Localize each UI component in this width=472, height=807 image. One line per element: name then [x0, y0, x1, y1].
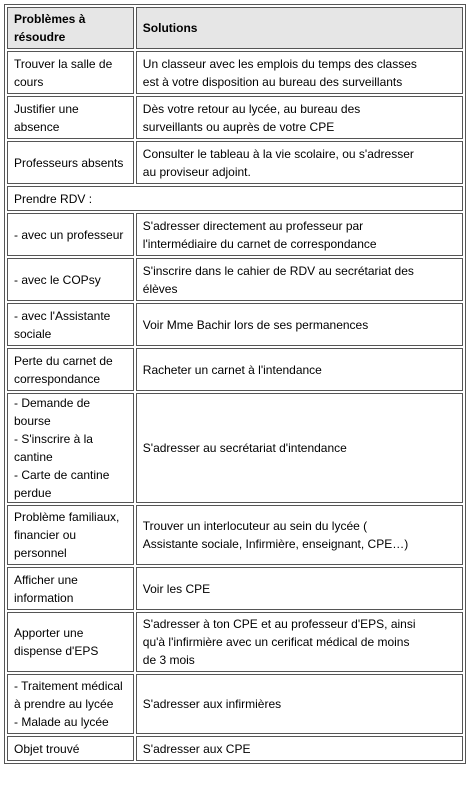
solution-cell: S'adresser aux CPE [136, 736, 463, 761]
document-page [4, 4, 466, 764]
solution-cell: S'adresser aux infirmières [136, 674, 463, 734]
table-row [7, 303, 463, 346]
table-row [7, 96, 463, 139]
table-row [7, 348, 463, 391]
table-row [7, 393, 463, 503]
header-solutions: Solutions [136, 7, 463, 49]
solution-cell: S'adresser au secrétariat d'intendance [136, 393, 463, 503]
table-row [7, 213, 463, 256]
solution-cell: S'adresser à ton CPE et au professeur d'EPS, ainsi qu'à l'infirmière avec un cerificat médical de moins de 3 mois [136, 612, 463, 672]
solution-cell: S'inscrire dans le cahier de RDV au secrétariat des élèves [136, 258, 463, 301]
solution-cell: Consulter le tableau à la vie scolaire, ou s'adresser au proviseur adjoint. [136, 141, 463, 184]
problem-cell: - Traitement médical à prendre au lycée - Malade au lycée [7, 674, 134, 734]
solution-cell: Dès votre retour au lycée, au bureau des surveillants ou auprès de votre CPE [136, 96, 463, 139]
problem-cell: Perte du carnet de correspondance [7, 348, 134, 391]
problem-cell: Professeurs absents [7, 141, 134, 184]
table-row [7, 567, 463, 610]
table-row [7, 51, 463, 94]
problem-cell: Apporter une dispense d'EPS [7, 612, 134, 672]
problem-cell: - avec le COPsy [7, 258, 134, 301]
solution-cell: Un classeur avec les emplois du temps des classes est à votre disposition au bureau des surveillants [136, 51, 463, 94]
problem-cell: Objet trouvé [7, 736, 134, 761]
problem-cell: - Demande de bourse - S'inscrire à la cantine - Carte de cantine perdue [7, 393, 134, 503]
problem-cell: - avec un professeur [7, 213, 134, 256]
solution-cell: S'adresser directement au professeur par l'intermédiaire du carnet de correspondance [136, 213, 463, 256]
solution-cell: Voir Mme Bachir lors de ses permanences [136, 303, 463, 346]
table-row [7, 186, 463, 211]
solution-cell: Trouver un interlocuteur au sein du lycée ( Assistante sociale, Infirmière, enseignant, CPE…) [136, 505, 463, 565]
solution-cell: Racheter un carnet à l'intendance [136, 348, 463, 391]
table-row [7, 612, 463, 672]
table-row [7, 505, 463, 565]
section-heading-cell: Prendre RDV : [7, 186, 463, 211]
problem-cell: Justifier une absence [7, 96, 134, 139]
problems-solutions-table [4, 4, 466, 764]
problem-cell: Afficher une information [7, 567, 134, 610]
table-header-row [7, 7, 463, 49]
problem-cell: Trouver la salle de cours [7, 51, 134, 94]
solution-cell: Voir les CPE [136, 567, 463, 610]
problem-cell: - avec l'Assistante sociale [7, 303, 134, 346]
problem-cell: Problème familiaux, financier ou personnel [7, 505, 134, 565]
table-row [7, 674, 463, 734]
table-row [7, 141, 463, 184]
header-problems: Problèmes à résoudre [7, 7, 134, 49]
table-row [7, 736, 463, 761]
table-row [7, 258, 463, 301]
